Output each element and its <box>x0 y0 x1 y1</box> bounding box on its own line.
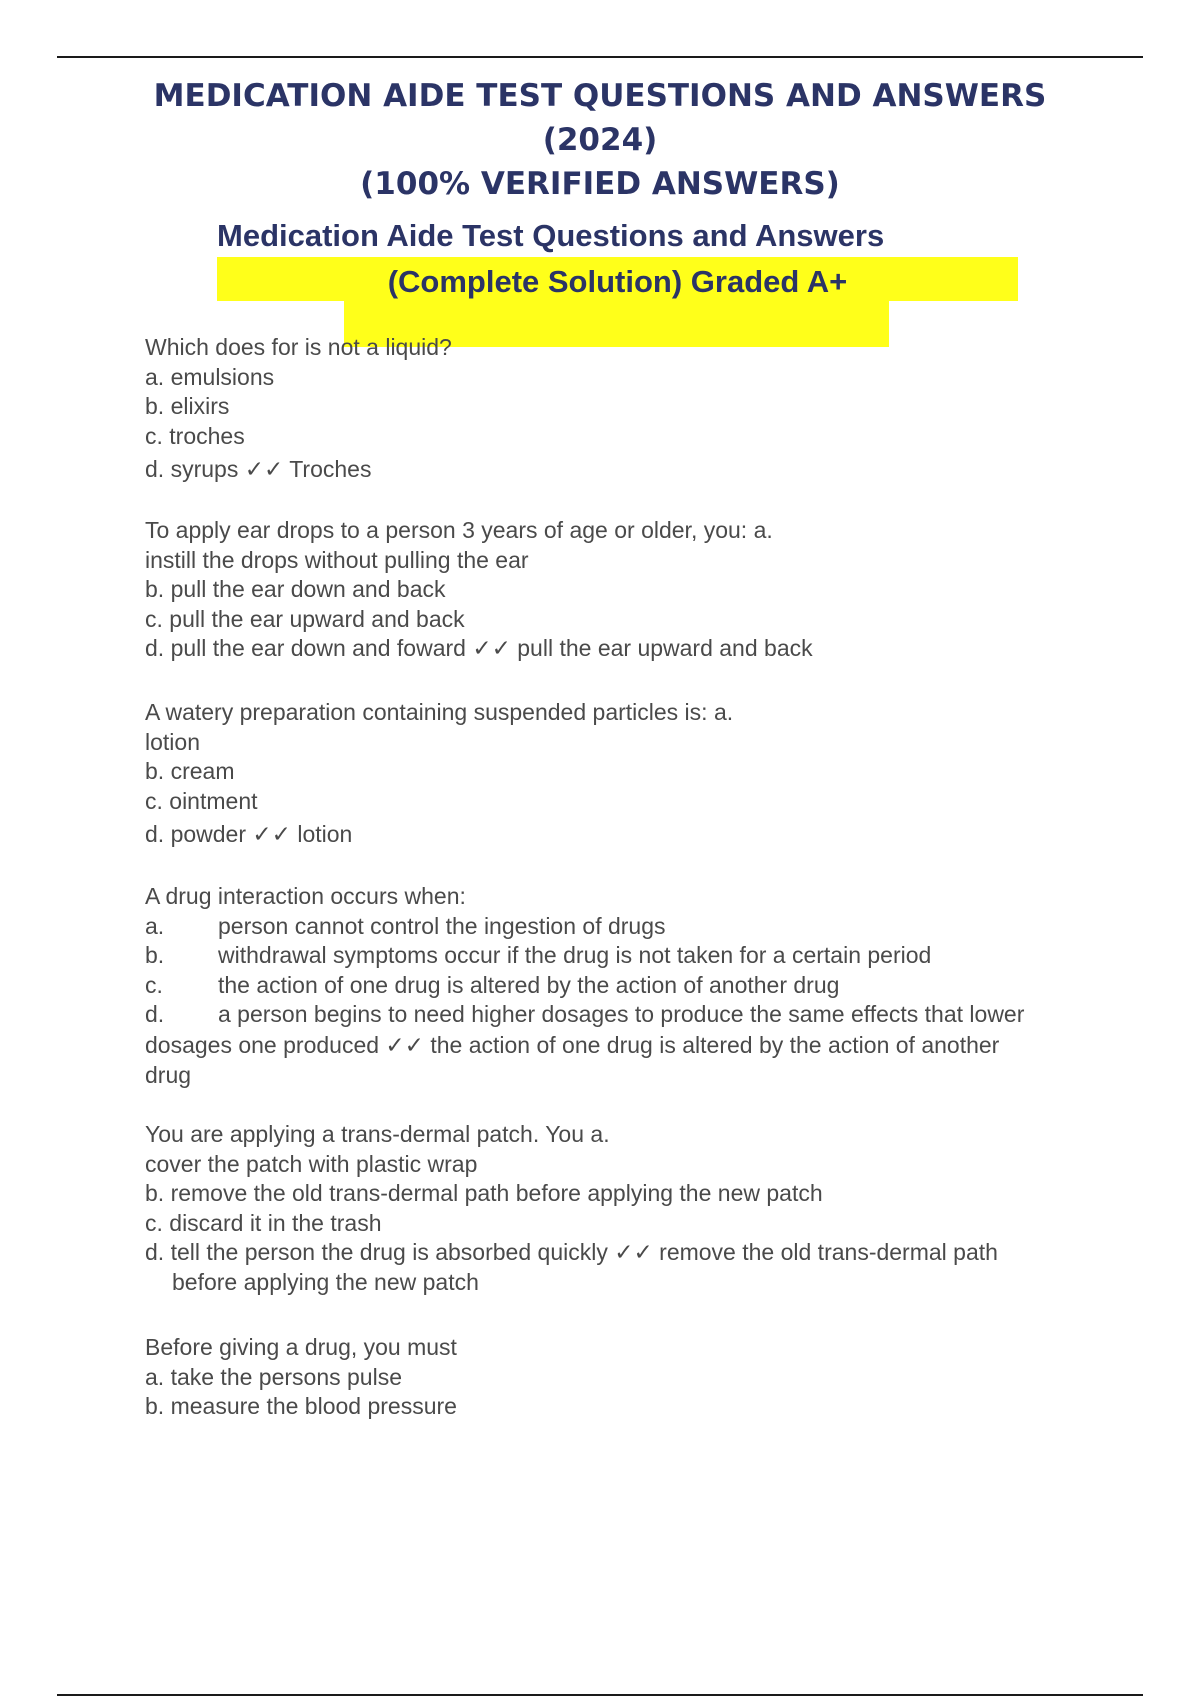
option-answer: d. powder ✓✓ lotion <box>145 821 353 847</box>
option-letter: a. <box>145 912 165 939</box>
question-text: You are applying a trans-dermal patch. You a. <box>145 1121 610 1147</box>
subtitle-line-2: (Complete Solution) Graded A+ <box>387 264 848 299</box>
option: b. cream <box>145 758 235 784</box>
option-answer: d. pull the ear down and foward ✓✓ pull the ear upward and back <box>145 635 813 661</box>
option-letter: b. <box>145 942 165 968</box>
option <box>145 971 1024 1001</box>
option: c. pull the ear upward and back <box>145 605 465 632</box>
question-block-2 <box>145 516 813 664</box>
option: cover the patch with plastic wrap <box>145 1150 478 1177</box>
option: lotion <box>145 728 200 755</box>
option-text: withdrawal symptoms occur if the drug is not taken for a certain period <box>218 942 932 968</box>
question-text: A watery preparation containing suspended particles is: a. <box>145 699 734 725</box>
option-text: a person begins to need higher dosages to produce the same effects that lower <box>218 1001 1025 1027</box>
option-answer: d. syrups ✓✓ Troches <box>145 456 372 482</box>
option: b. elixirs <box>145 393 230 419</box>
answer-continuation: dosages one produced ✓✓ the action of one drug is altered by the action of another <box>145 1031 1000 1058</box>
option: b. remove the old trans-dermal path before applying the new patch <box>145 1180 823 1206</box>
answer-continuation: drug <box>145 1061 192 1088</box>
title-line-2: (100% VERIFIED ANSWERS) <box>360 166 840 202</box>
question-block-4 <box>145 882 1024 1090</box>
question-text: Which does for is not a liquid? <box>145 334 452 360</box>
question-block-5 <box>145 1120 998 1297</box>
bottom-rule <box>57 1694 1143 1696</box>
top-rule <box>57 56 1143 58</box>
question-block-6 <box>145 1333 457 1422</box>
option-text: person cannot control the ingestion of drugs <box>218 912 666 939</box>
option-letter: d. <box>145 1001 165 1027</box>
option: instill the drops without pulling the ear <box>145 546 529 573</box>
question-text: A drug interaction occurs when: <box>145 883 466 909</box>
title-line-1: MEDICATION AIDE TEST QUESTIONS AND ANSWERS (2024) <box>153 78 1047 158</box>
option: b. pull the ear down and back <box>145 576 446 602</box>
question-block-1 <box>145 333 452 487</box>
option <box>145 1000 1024 1030</box>
option: a. take the persons pulse <box>145 1363 402 1390</box>
question-text: Before giving a drug, you must <box>145 1334 457 1360</box>
answer-continuation: before applying the new patch <box>172 1268 479 1295</box>
option: c. ointment <box>145 787 258 814</box>
option <box>145 912 1024 942</box>
option-text: the action of one drug is altered by the action of another drug <box>218 971 840 998</box>
question-text: To apply ear drops to a person 3 years of age or older, you: a. <box>145 517 773 543</box>
option: c. troches <box>145 422 245 449</box>
question-block-3 <box>145 698 733 852</box>
option-letter: c. <box>145 971 163 998</box>
option-answer: d. tell the person the drug is absorbed quickly ✓✓ remove the old trans-dermal path <box>145 1239 998 1265</box>
option <box>145 941 1024 971</box>
option: b. measure the blood pressure <box>145 1393 457 1419</box>
option: c. discard it in the trash <box>145 1209 382 1236</box>
option: a. emulsions <box>145 363 275 390</box>
document-title <box>100 74 1100 206</box>
subtitle-line-1: Medication Aide Test Questions and Answers <box>217 218 885 253</box>
